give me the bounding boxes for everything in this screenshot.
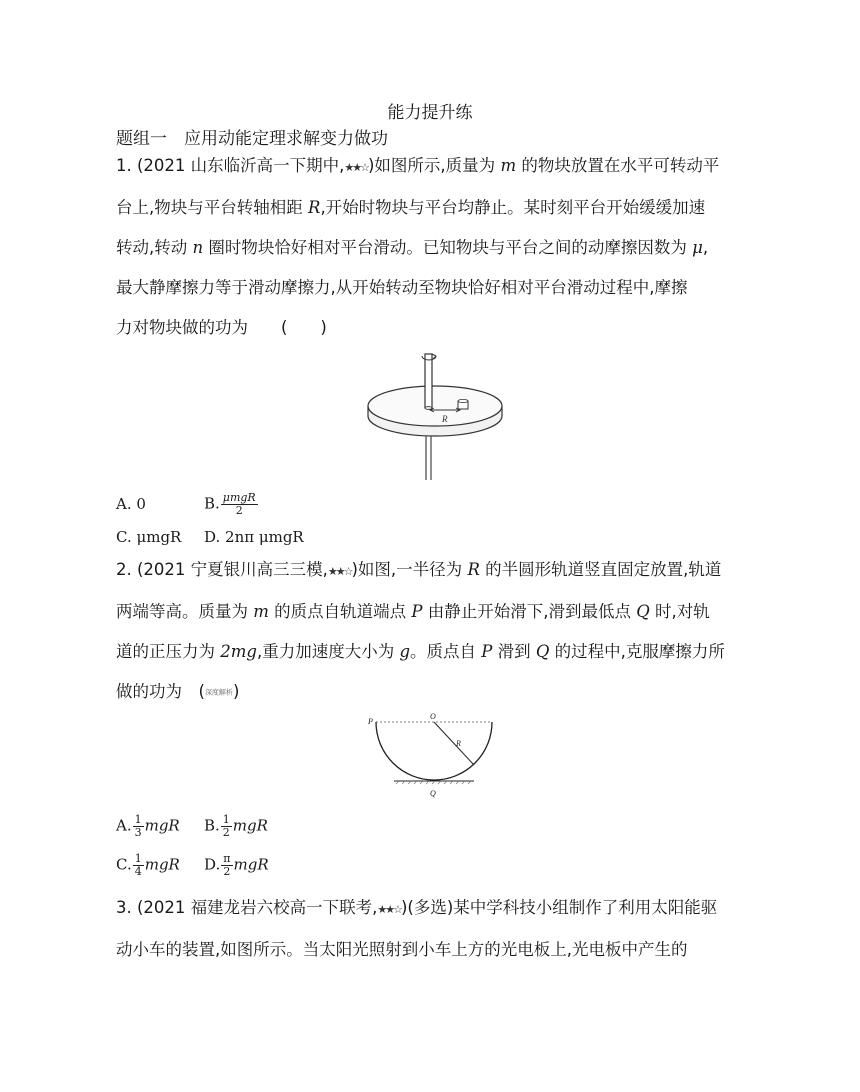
semicircle-track-figure (364, 710, 504, 802)
radius-label: R (442, 414, 448, 424)
q2-options-row-2 (116, 853, 269, 878)
page-title: 能力提升练 (387, 103, 473, 123)
q1-line-5: 力对物块做的功为 ( ) (116, 318, 327, 337)
q1-option-a: A. 0 (116, 494, 146, 513)
point-q-label: Q (430, 789, 436, 798)
q1-options-row-1 (116, 492, 259, 517)
q1-option-c: C. μmgR (116, 528, 182, 546)
q1-option-d: D. 2nπ μmgR (204, 528, 304, 546)
q1-option-b: B. $\frac{\text{μmgR}}{2}$ (204, 491, 256, 517)
point-o-label: O (430, 712, 436, 721)
platform-top (368, 386, 502, 426)
radius-label: R (456, 739, 461, 748)
rotating-platform-figure (360, 344, 510, 484)
question-3 (116, 888, 746, 970)
q3-line-1: 3. (2021 福建龙岩六校高一下联考,★★☆)(多选)某中学科技小组制作了利用太阳能驱 (116, 898, 718, 917)
axle-upper (425, 354, 432, 408)
q1-options-row-2 (116, 528, 304, 546)
question-1 (116, 146, 746, 348)
point-p-label: P (368, 717, 373, 726)
section-heading: 题组一 应用动能定理求解变力做功 (116, 129, 388, 149)
q3-line-2: 动小车的装置,如图所示。当太阳光照射到小车上方的光电板上,光电板中产生的 (116, 940, 688, 959)
q2-options-row-1 (116, 814, 268, 839)
deep-analysis-tag: 深度解析 (204, 688, 233, 697)
q2-option-a: A. $\frac{1}{3}$ mgR (116, 813, 180, 839)
q1-line-2: 台上,物块与平台转轴相距 R,开始时物块与平台均静止。某时刻平台开始缓缓加速 (116, 198, 706, 217)
q2-option-b: B. $\frac{1}{2}$ mgR (204, 813, 268, 839)
q1-line-1: 1. (2021 山东临沂高一下期中,★★☆)如图所示,质量为 m 的物块放置在水平可转动平 (116, 156, 720, 175)
question-2 (116, 550, 746, 713)
q2-line-4: 做的功为 (深度解析) (116, 682, 240, 701)
q2-option-d: D. $\frac{\pi}{2}$ mgR (204, 852, 269, 878)
q2-option-c: C. $\frac{1}{4}$ mgR (116, 852, 180, 878)
radius-line (434, 722, 474, 765)
q2-line-3: 道的正压力为 2mg,重力加速度大小为 g。质点自 P 滑到 Q 的过程中,克服摩擦力所 (116, 642, 725, 661)
q2-line-1: 2. (2021 宁夏银川高三三模,★★☆)如图,一半径为 R 的半圆形轨道竖直固定放置,轨道 (116, 560, 722, 579)
semicircle-track (376, 722, 492, 780)
q1-line-3: 转动,转动 n 圈时物块恰好相对平台滑动。已知物块与平台之间的动摩擦因数为 μ, (116, 238, 709, 257)
q1-line-4: 最大静摩擦力等于滑动摩擦力,从开始转动至物块恰好相对平台滑动过程中,摩擦 (116, 278, 688, 297)
difficulty-stars-icon: ★★☆ (377, 903, 401, 916)
difficulty-stars-icon: ★★☆ (344, 161, 368, 174)
q2-line-2: 两端等高。质量为 m 的质点自轨道端点 P 由静止开始滑下,滑到最低点 Q 时,对轨 (116, 602, 710, 621)
difficulty-stars-icon: ★★☆ (327, 565, 352, 578)
